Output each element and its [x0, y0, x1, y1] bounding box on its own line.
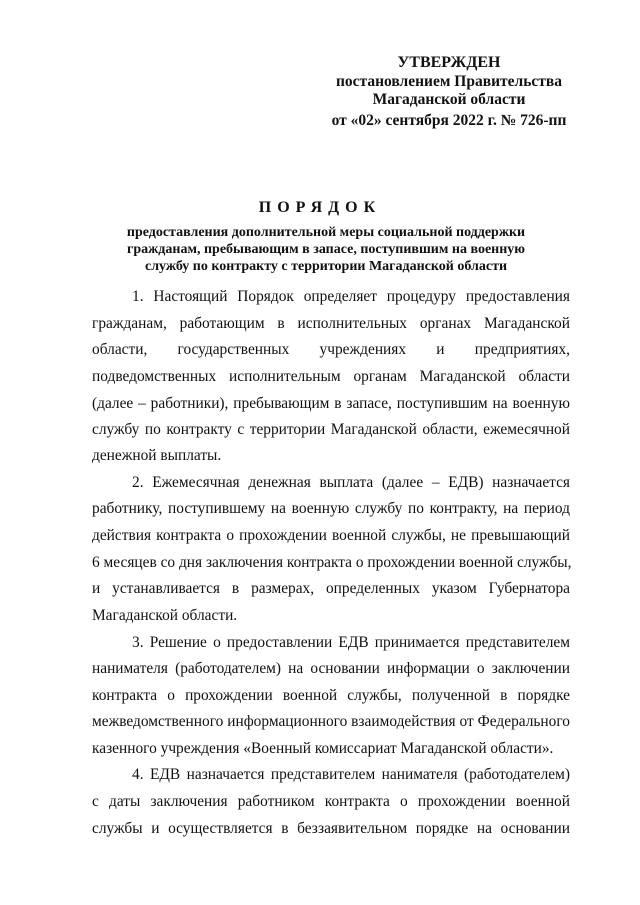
paragraph-2-line: 2. Ежемесячная денежная выплата (далее – ЕДВ) назначается [132, 474, 570, 491]
paragraph-1-line: гражданам, работающим в исполнительных органах Магаданской [92, 315, 570, 332]
approval-stamp [330, 54, 568, 130]
paragraph-2-line: действия контракта о прохождении военной службы, не превышающий [92, 527, 570, 544]
subtitle-line: службу по контракту с территории Магаданской области [144, 259, 508, 274]
paragraph-2-line: Магаданской области. [92, 607, 238, 624]
paragraph-3-line: казенного учреждения «Военный комиссариат Магаданской области». [92, 740, 554, 757]
approval-line: постановлением Правительства [335, 72, 563, 90]
paragraph-2-line: работнику, поступившему на военную службу по контракту, на период [92, 500, 570, 517]
paragraph-1-line: области, государственных учреждениях и предприятиях, [92, 341, 570, 358]
approval-title: УТВЕРЖДЕН [397, 54, 501, 71]
paragraph-2-line: 6 месяцев со дня заключения контракта о прохождении военной службы, [92, 554, 572, 571]
document-subtitle [120, 224, 532, 275]
paragraph-4-line: 4. ЕДВ назначается представителем нанимателя (работодателем) [132, 766, 570, 783]
subtitle-line: предоставления дополнительной меры социальной поддержки [126, 225, 526, 240]
paragraph-3-line: межведомственного информационного взаимодействия от Федерального [92, 713, 570, 730]
subtitle-line: гражданам, пребывающим в запасе, поступившим на военную [127, 242, 525, 257]
paragraph-1-line: 1. Настоящий Порядок определяет процедуру предоставления [132, 288, 570, 305]
approval-line: Магаданской области [372, 91, 526, 108]
paragraph-1-line: подведомственных исполнительным органам Магаданской области [92, 368, 570, 385]
paragraph-3-line: нанимателя (работодателем) на основании информации о заключении [92, 660, 570, 677]
paragraph-3-line: контракта о прохождении военной службы, полученной в порядке [92, 687, 570, 704]
paragraph-3-line: 3. Решение о предоставлении ЕДВ принимается представителем [132, 634, 570, 651]
document-title: ПОРЯДОК [258, 199, 382, 216]
paragraph-1-line: службу по контракту с территории Магаданской области, ежемесячной [92, 421, 570, 438]
paragraph-4-line: с даты заключения работником контракта о прохождении военной [92, 793, 570, 810]
paragraph-1-line: (далее – работники), пребывающим в запасе, поступившим на военную [92, 395, 570, 412]
paragraph-4-line: службы и осуществляется в беззаявительном порядке на основании [92, 820, 570, 837]
paragraph-1-line: денежной выплаты. [92, 447, 222, 464]
approval-date: от «02» сентября 2022 г. № 726-пп [331, 111, 567, 129]
paragraph-2-line: и устанавливается в размерах, определенных указом Губернатора [92, 580, 570, 597]
